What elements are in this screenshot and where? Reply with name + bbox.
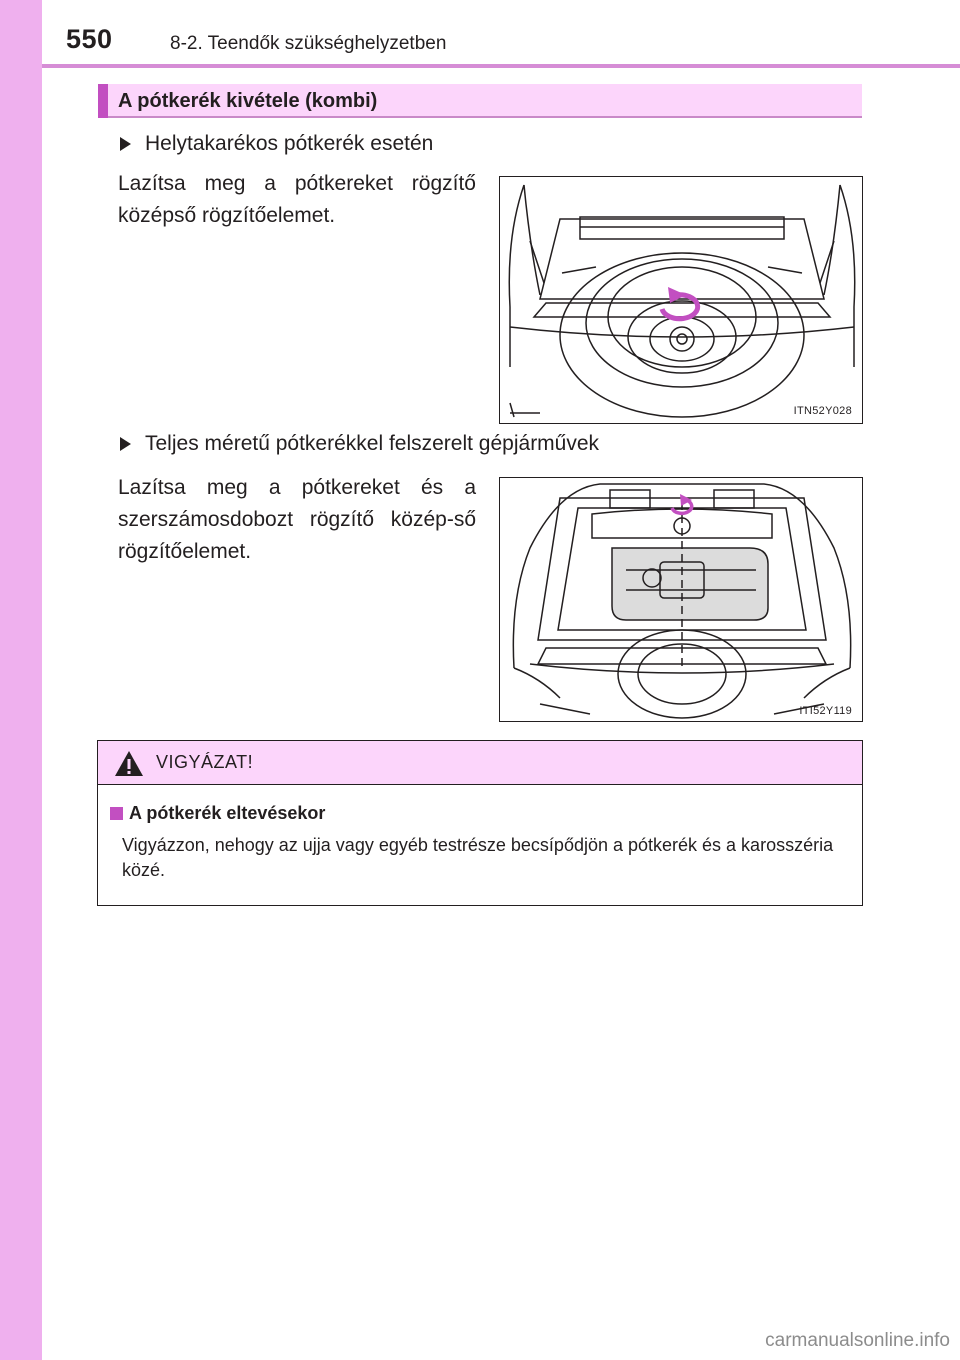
bullet-heading-text: Helytakarékos pótkerék esetén [145,132,434,155]
triangle-right-icon [120,437,131,451]
chapter-side-band [0,0,42,1360]
caution-text: Vigyázzon, nehogy az ujja vagy egyéb testrésze becsípődjön a pótkerék és a karosszéria közé. [122,835,834,880]
figure-full-size-spare-tire [499,477,863,722]
caution-box [97,740,863,906]
instruction-text: Lazítsa meg a pótkereket és a szerszámosdobozt rögzítő közép-ső rögzítőelemet. [118,476,476,563]
square-bullet-icon [110,807,123,820]
triangle-right-icon [120,137,131,151]
instruction-text: Lazítsa meg a pótkereket rögzítő középső rögzítőelemet. [118,172,476,227]
section-title: A pótkerék kivétele (kombi) [118,90,378,112]
caution-subtitle-text: A pótkerék eltevésekor [129,803,326,823]
figure-code: ITN52Y028 [793,405,852,417]
bullet-heading-compact-spare [120,132,433,156]
bullet-heading-full-spare [120,432,599,456]
figure-compact-spare-tire [499,176,863,424]
rotate-arrow-icon [672,494,692,513]
watermark: carmanualsonline.info [765,1330,950,1351]
caution-title: VIGYÁZAT! [156,752,254,772]
caution-header [98,741,862,785]
caution-subtitle [110,803,325,824]
warning-triangle-icon [114,750,144,777]
running-head: 8-2. Teendők szükséghelyzetben [170,33,447,54]
bullet-heading-text: Teljes méretű pótkerékkel felszerelt gépjárművek [145,432,600,455]
section-title-bar [98,84,862,118]
compact-spare-illustration [500,177,863,424]
figure-code: ITI52Y119 [799,705,852,717]
header-rule [42,64,960,68]
page-number: 550 [66,24,113,54]
full-spare-illustration [500,478,863,722]
